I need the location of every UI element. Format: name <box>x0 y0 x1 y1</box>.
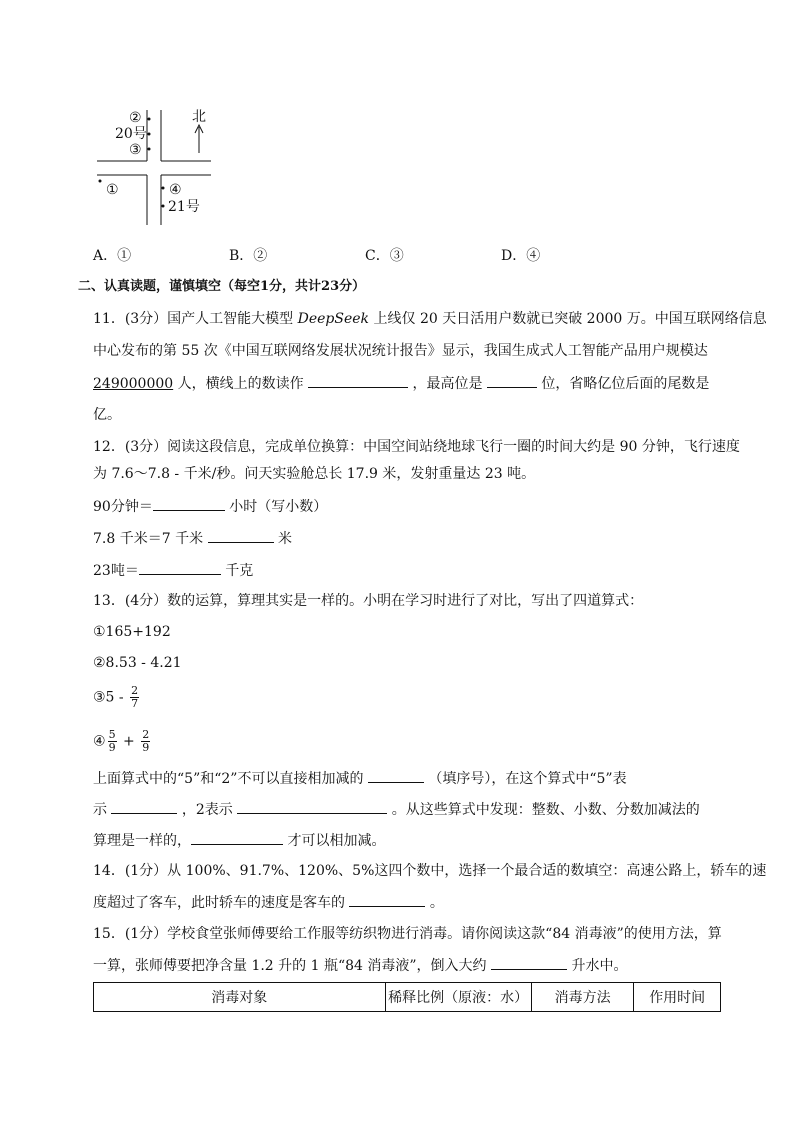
q12-sub-3 <box>93 560 253 581</box>
label-21-hao: 21号 <box>168 199 200 215</box>
fraction-5-9-den: 9 <box>108 741 116 754</box>
option-c-letter: C． <box>365 248 390 264</box>
q15-line-2 <box>93 955 627 976</box>
fraction-2-9-den: 9 <box>142 741 150 754</box>
q15-line-2-a: 一算，张师傅要把净含量 1.2 升的 1 瓶“84 消毒液”，倒入大约 <box>93 958 492 974</box>
option-a-letter: A． <box>93 248 118 264</box>
q13-line-2-a: 上面算式中的“5”和“2”不可以直接相加减的 <box>93 771 368 787</box>
q13-expr-1: ①165+192 <box>93 624 171 640</box>
option-b[interactable] <box>229 246 267 266</box>
q13-line-3 <box>93 799 700 820</box>
q12-blank-meters[interactable] <box>208 528 274 543</box>
q13-expr-3 <box>93 685 141 710</box>
q11-number: 249000000 <box>93 376 174 392</box>
option-b-letter: B． <box>229 248 254 264</box>
q13-expr-4 <box>93 729 152 754</box>
q11-text-e: 位，省略亿位后面的尾数是 <box>536 376 710 392</box>
q13-line-2 <box>93 768 627 789</box>
fraction-2-7-num: 2 <box>131 684 139 697</box>
q11-line-2: 中心发布的第 55 次《中国互联网络发展状况统计报告》显示，我国生成式人工智能产品用户规模达 <box>93 343 708 359</box>
q12-blank-kg[interactable] <box>139 560 221 575</box>
q12-sub-2-a: 7.8 千米＝7 千米 <box>93 531 208 547</box>
q12-sub-3-b: 千克 <box>220 563 254 579</box>
marker-dot-2 <box>148 118 151 121</box>
q14-line-2-b: 。 <box>425 895 444 911</box>
north-label: 北 <box>192 109 206 125</box>
q12-sub-2 <box>93 528 292 549</box>
q11-line-3 <box>93 373 709 394</box>
q13-line-3-c: 。从这些算式中发现：整数、小数、分数加减法的 <box>387 802 700 818</box>
fraction-5-9-num: 5 <box>108 728 116 741</box>
q12-blank-hours[interactable] <box>153 496 225 511</box>
q13-blank-index[interactable] <box>368 768 424 783</box>
q13-line-3-a: 示 <box>93 802 112 818</box>
marker-1: ① <box>106 182 119 198</box>
option-c-symbol: ③ <box>389 248 404 264</box>
header-ratio: 稀释比例（原液：水） <box>385 983 531 1012</box>
q11-text-a: 11．(3分）国产人工智能大模型 <box>93 311 298 327</box>
option-d-symbol: ④ <box>526 248 541 264</box>
option-b-symbol: ② <box>253 248 268 264</box>
q13-line-4 <box>93 830 385 851</box>
q12-line-1: 12．(3分）阅读这段信息，完成单位换算：中国空间站绕地球飞行一圈的时间大约是 90 分钟，飞行速度 <box>93 439 740 455</box>
marker-dot-4 <box>162 187 165 190</box>
q13-line-1: 13．(4分）数的运算，算理其实是一样的。小明在学习时进行了对比，写出了四道算式： <box>93 593 644 609</box>
deepseek-name: DeepSeek <box>297 311 370 327</box>
q13-expr-4-a: ④ <box>93 733 106 750</box>
q11-line-1 <box>93 309 767 329</box>
q13-line-2-b: （填序号），在这个算式中“5”表 <box>423 771 627 787</box>
q13-line-4-b: 才可以相加减。 <box>283 833 386 849</box>
marker-3: ③ <box>129 142 142 158</box>
q11-line-4: 亿。 <box>93 407 121 423</box>
q14-line-2-a: 度超过了客车，此时轿车的速度是客车的 <box>93 895 350 911</box>
q11-text-d: ，最高位是 <box>408 376 487 392</box>
marker-dot-3 <box>148 148 151 151</box>
fraction-2-7-den: 7 <box>131 697 139 710</box>
marker-dot-1 <box>99 180 102 183</box>
q12-sub-1-b: 小时（写小数） <box>224 499 328 515</box>
q11-text-c: 人，横线上的数读作 <box>173 376 309 392</box>
header-method: 消毒方法 <box>531 983 634 1012</box>
q13-expr-4-plus: + <box>118 733 140 750</box>
label-20-hao: 20号 <box>115 126 147 142</box>
option-d-letter: D． <box>501 248 527 264</box>
q11-blank-read[interactable] <box>308 373 408 388</box>
q11-text-b: 上线仅 20 天日活用户数就已突破 2000 万。中国互联网络信息 <box>369 311 767 327</box>
q12-sub-3-a: 23吨＝ <box>93 563 139 579</box>
q14-line-1: 14．(1分）从 100%、91.7%、120%、5%这四个数中，选择一个最合适的数填空：高速公路上，轿车的速 <box>93 863 767 879</box>
q15-line-2-b: 升水中。 <box>567 958 628 974</box>
header-target: 消毒对象 <box>94 983 386 1012</box>
q15-blank-water[interactable] <box>491 955 567 970</box>
fraction-2-9-num: 2 <box>142 728 150 741</box>
q13-expr-2: ②8.53 - 4.21 <box>93 655 182 671</box>
option-c[interactable] <box>365 246 404 266</box>
option-a-symbol: ① <box>117 248 132 264</box>
option-a[interactable] <box>93 246 131 266</box>
q12-sub-2-b: 米 <box>273 531 292 547</box>
q13-line-3-b: ，2表示 <box>177 802 238 818</box>
disinfectant-table <box>93 982 721 1012</box>
fraction-2-7 <box>130 685 139 710</box>
q12-line-2: 为 7.6～7.8 - 千米/秒。问天实验舱总长 17.9 米，发射重量达 23 吨。 <box>93 466 536 482</box>
fraction-2-9 <box>141 729 150 754</box>
q12-sub-1-a: 90分钟＝ <box>93 499 153 515</box>
marker-4: ④ <box>169 182 182 198</box>
fraction-5-9 <box>108 729 117 754</box>
option-d[interactable] <box>501 246 540 266</box>
q14-line-2 <box>93 892 444 913</box>
q12-sub-1 <box>93 496 327 517</box>
q13-blank-2-means[interactable] <box>237 799 387 814</box>
marker-dot-21 <box>162 205 165 208</box>
q14-blank-percent[interactable] <box>349 892 425 907</box>
q13-blank-rule[interactable] <box>191 830 283 845</box>
header-duration: 作用时间 <box>634 983 721 1012</box>
q13-line-4-a: 算理是一样的， <box>93 833 191 849</box>
q15-line-1: 15．(1分）学校食堂张师傅要给工作服等纺织物进行消毒。请你阅读这款“84 消毒液”的使用方法，算 <box>93 926 722 942</box>
table-header-row <box>94 983 721 1012</box>
marker-2: ② <box>129 110 142 126</box>
q13-expr-3-a: ③5 - <box>93 689 129 706</box>
q11-blank-highest[interactable] <box>487 373 537 388</box>
q13-blank-5-means[interactable] <box>111 799 177 814</box>
section-2-heading: 二、认真读题，谨慎填空（每空1分，共计23分） <box>78 279 366 294</box>
marker-dot-20 <box>148 133 151 136</box>
